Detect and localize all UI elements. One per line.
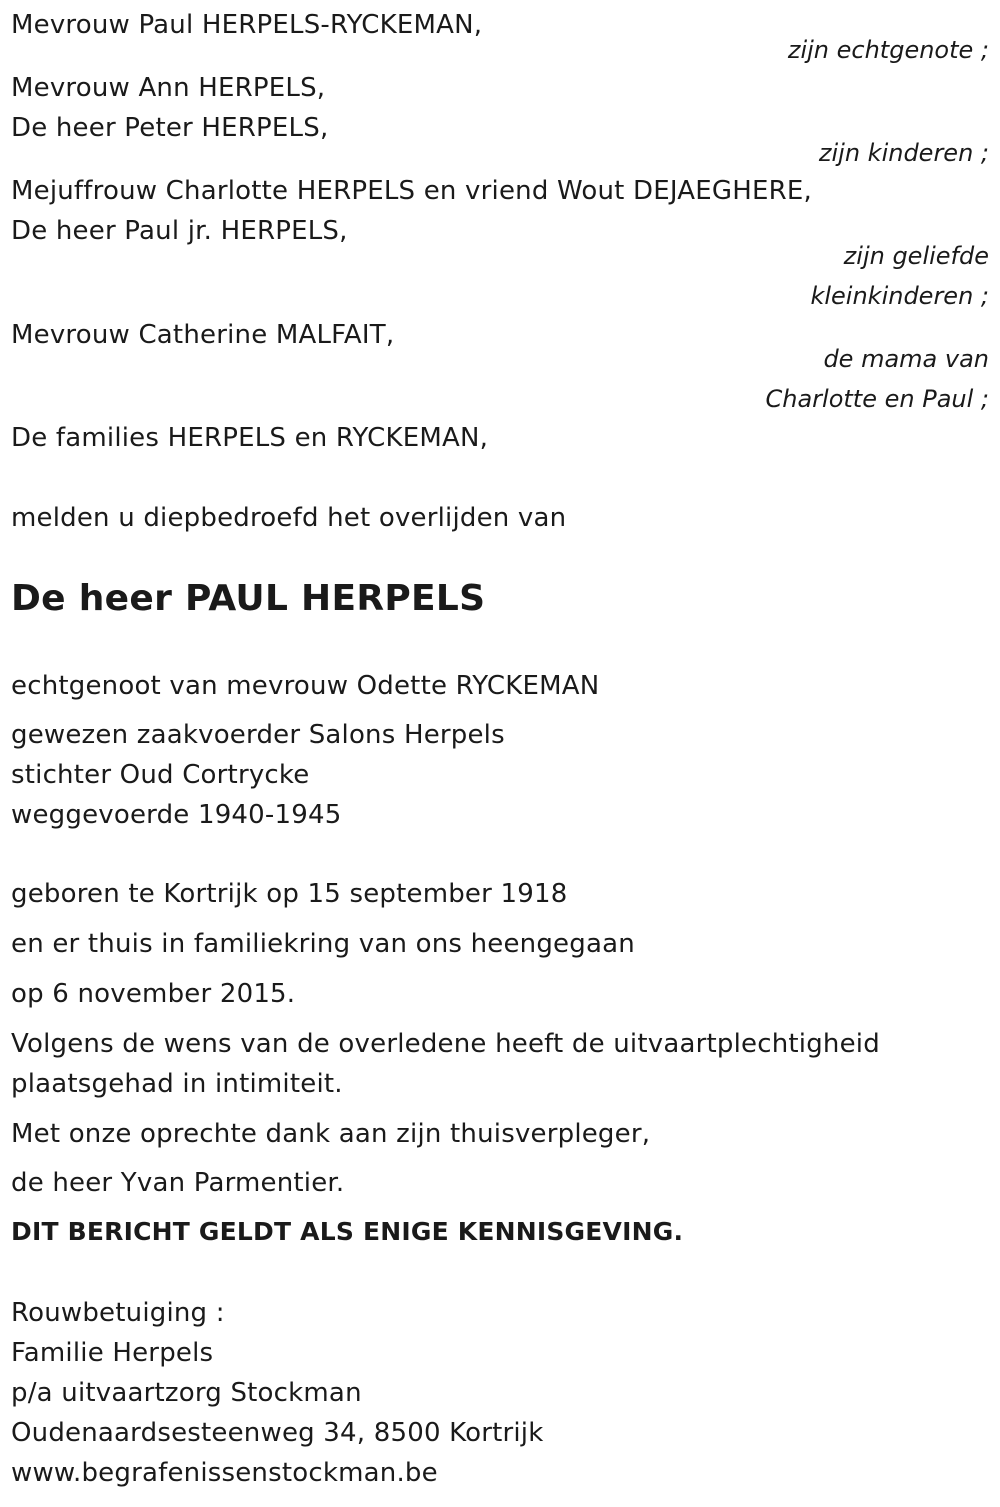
funeral-line: plaatsgehad in intimiteit.	[11, 1069, 343, 1099]
thanks-line: de heer Yvan Parmentier.	[11, 1168, 345, 1198]
condolences-website: www.begrafenissenstockman.be	[11, 1458, 438, 1488]
announcement-line: melden u diepbedroefd het overlijden van	[11, 503, 567, 533]
spouse-relation: zijn echtgenote ;	[787, 36, 989, 64]
grandchild-name: De heer Paul jr. HERPELS,	[11, 216, 348, 246]
deceased-detail: stichter Oud Cortrycke	[11, 760, 310, 790]
deceased-detail: gewezen zaakvoerder Salons Herpels	[11, 720, 505, 750]
funeral-line: Volgens de wens van de overledene heeft de uitvaartplechtigheid	[11, 1029, 880, 1059]
passing-line: en er thuis in familiekring van ons heengegaan	[11, 929, 635, 959]
condolences-heading: Rouwbetuiging :	[11, 1298, 225, 1328]
birth-line: geboren te Kortrijk op 15 september 1918	[11, 879, 568, 909]
thanks-line: Met onze oprechte dank aan zijn thuisverpleger,	[11, 1119, 651, 1149]
child-name: De heer Peter HERPELS,	[11, 113, 329, 143]
spouse-name: Mevrouw Paul HERPELS-RYCKEMAN,	[11, 10, 483, 40]
children-relation: zijn kinderen ;	[818, 139, 989, 167]
mother-relation-line: de mama van	[823, 345, 989, 373]
grandchildren-relation-line: kleinkinderen ;	[810, 282, 989, 310]
passing-date-line: op 6 november 2015.	[11, 979, 296, 1009]
families-line: De families HERPELS en RYCKEMAN,	[11, 423, 489, 453]
deceased-detail: echtgenoot van mevrouw Odette RYCKEMAN	[11, 671, 600, 701]
condolences-line: p/a uitvaartzorg Stockman	[11, 1378, 362, 1408]
deceased-detail: weggevoerde 1940-1945	[11, 800, 342, 830]
mother-name: Mevrouw Catherine MALFAIT,	[11, 320, 395, 350]
child-name: Mevrouw Ann HERPELS,	[11, 73, 326, 103]
grandchild-name: Mejuffrouw Charlotte HERPELS en vriend Wout DEJAEGHERE,	[11, 176, 812, 206]
mother-relation-line: Charlotte en Paul ;	[765, 385, 989, 413]
condolences-address: Oudenaardsesteenweg 34, 8500 Kortrijk	[11, 1418, 544, 1448]
grandchildren-relation-line: zijn geliefde	[843, 242, 989, 270]
deceased-name: De heer PAUL HERPELS	[11, 578, 486, 619]
condolences-line: Familie Herpels	[11, 1338, 214, 1368]
official-notice: DIT BERICHT GELDT ALS ENIGE KENNISGEVING.	[11, 1217, 684, 1246]
